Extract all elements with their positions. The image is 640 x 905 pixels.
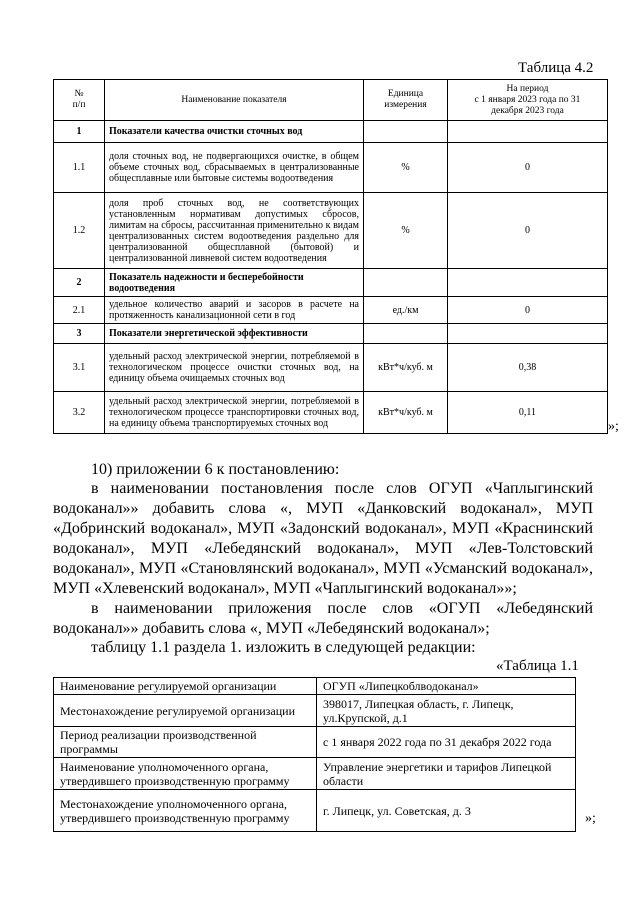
table-row	[54, 727, 576, 758]
table-cell-num: 2.1	[54, 297, 105, 324]
paragraph-item-10: 10) приложении 6 к постановлению:	[91, 461, 340, 478]
table-1-1	[53, 677, 576, 832]
table-cell-name: удельное количество аварий и засоров в расчете на протяженность канализационной сети в год	[105, 297, 364, 324]
table-cell-value: 0,11	[448, 392, 608, 434]
table-cell-value: 0	[448, 143, 608, 193]
table-row	[54, 143, 608, 193]
table-row	[54, 121, 608, 143]
paragraph-table-intro: таблицу 1.1 раздела 1. изложить в следующей редакции:	[91, 639, 476, 656]
table-cell-value: с 1 января 2022 года по 31 декабря 2022 года	[317, 727, 576, 758]
table-cell-num: 1.1	[54, 143, 105, 193]
table-cell-unit: %	[364, 193, 448, 269]
table-cell-name: удельный расход электрической энергии, потребляемой в технологическом процессе транспортировки сточных вод, на единицу объема транспортируемых сточных вод	[105, 392, 364, 434]
table-cell-value: 0,38	[448, 344, 608, 392]
table-row	[54, 269, 608, 297]
table-cell-unit: ед./км	[364, 297, 448, 324]
table-row	[54, 324, 608, 344]
table-cell-value	[448, 269, 608, 297]
table-cell-unit: кВт*ч/куб. м	[364, 344, 448, 392]
table-cell-num: 3.1	[54, 344, 105, 392]
table-row	[54, 678, 576, 695]
table-cell-value: 398017, Липецкая область, г. Липецк, ул.Крупской, д.1	[317, 695, 576, 727]
table-header-cell: Единица измерения	[364, 80, 448, 121]
table-4-2-closing: »;	[608, 419, 619, 434]
table-cell-num: 2	[54, 269, 105, 297]
table-cell-name: Показатели энергетической эффективности	[105, 324, 364, 344]
table-cell-unit: %	[364, 143, 448, 193]
paragraph-rename-resolution: в наименовании постановления после слов ОГУП «Чаплыгинский водоканал»» добавить слова «, МУП «Данковский водоканал», МУП «Добринский водоканал», МУП «Задонский водоканал», МУП «Краснинский водоканал», МУП «Лебедянский водоканал», МУП «Лев-Толстовский водоканал», МУП «Становлянский водоканал», МУП «Усманский водоканал», МУП «Хлевенский водоканал», МУП «Чаплыгинский водоканал»»;	[53, 480, 593, 597]
table-cell-value: г. Липецк, ул. Советская, д. 3	[317, 790, 576, 832]
table-cell-num: 1.2	[54, 193, 105, 269]
table-cell-name: доля сточных вод, не подвергающихся очистке, в общем объеме сточных вод, сбрасываемых в централизованные общесплавные или бытовые системы водоотведения	[105, 143, 364, 193]
table-cell-value: 0	[448, 193, 608, 269]
table-header-cell: № п/п	[54, 80, 105, 121]
table-header-cell: На период с 1 января 2023 года по 31 декабря 2023 года	[448, 80, 608, 121]
paragraph-rename-appendix: в наименовании приложения после слов «ОГУП «Лебедянский водоканал»» добавить слова «, МУП «Лебедянский водоканал»;	[53, 600, 593, 637]
table-cell-num: 3	[54, 324, 105, 344]
table-row	[54, 297, 608, 324]
table-row	[54, 392, 608, 434]
table-row	[54, 344, 608, 392]
table-cell-value: ОГУП «Липецкоблводоканал»	[317, 678, 576, 695]
table-header-row	[54, 80, 608, 121]
table-cell-label: Наименование регулируемой организации	[54, 678, 317, 695]
table-cell-name: доля проб сточных вод, не соответствующих установленным нормативам допустимых сбросов, лимитам на сбросы, рассчитанная применительно к видам централизованных систем водоотведения раздельно для централизованной общесплавной (бытовой) и централизованной ливневой систем водоотведения	[105, 193, 364, 269]
table-4-2-caption: Таблица 4.2	[518, 60, 594, 76]
table-cell-label: Местонахождение уполномоченного органа, утвердившего производственную программу	[54, 790, 317, 832]
table-cell-value	[448, 121, 608, 143]
table-cell-num: 3.2	[54, 392, 105, 434]
table-cell-name: удельный расход электрической энергии, потребляемой в технологическом процессе очистки сточных вод, на единицу объема очищаемых сточных вод	[105, 344, 364, 392]
table-cell-value: Управление энергетики и тарифов Липецкой области	[317, 758, 576, 790]
table-cell-label: Наименование уполномоченного органа, утвердившего производственную программу	[54, 758, 317, 790]
table-header-cell: Наименование показателя	[105, 80, 364, 121]
table-cell-name: Показатель надежности и бесперебойности водоотведения	[105, 269, 364, 297]
table-cell-unit	[364, 324, 448, 344]
table-cell-name: Показатели качества очистки сточных вод	[105, 121, 364, 143]
table-cell-num: 1	[54, 121, 105, 143]
table-cell-label: Местонахождение регулируемой организации	[54, 695, 317, 727]
table-cell-unit	[364, 269, 448, 297]
table-row	[54, 758, 576, 790]
table-cell-unit: кВт*ч/куб. м	[364, 392, 448, 434]
table-cell-label: Период реализации производственной программы	[54, 727, 317, 758]
table-row	[54, 790, 576, 832]
table-cell-value: 0	[448, 297, 608, 324]
table-cell-unit	[364, 121, 448, 143]
table-row	[54, 695, 576, 727]
table-cell-value	[448, 324, 608, 344]
table-1-1-closing: »;	[585, 811, 596, 826]
table-4-2	[53, 79, 608, 434]
table-1-1-caption: «Таблица 1.1	[496, 658, 579, 674]
table-row	[54, 193, 608, 269]
